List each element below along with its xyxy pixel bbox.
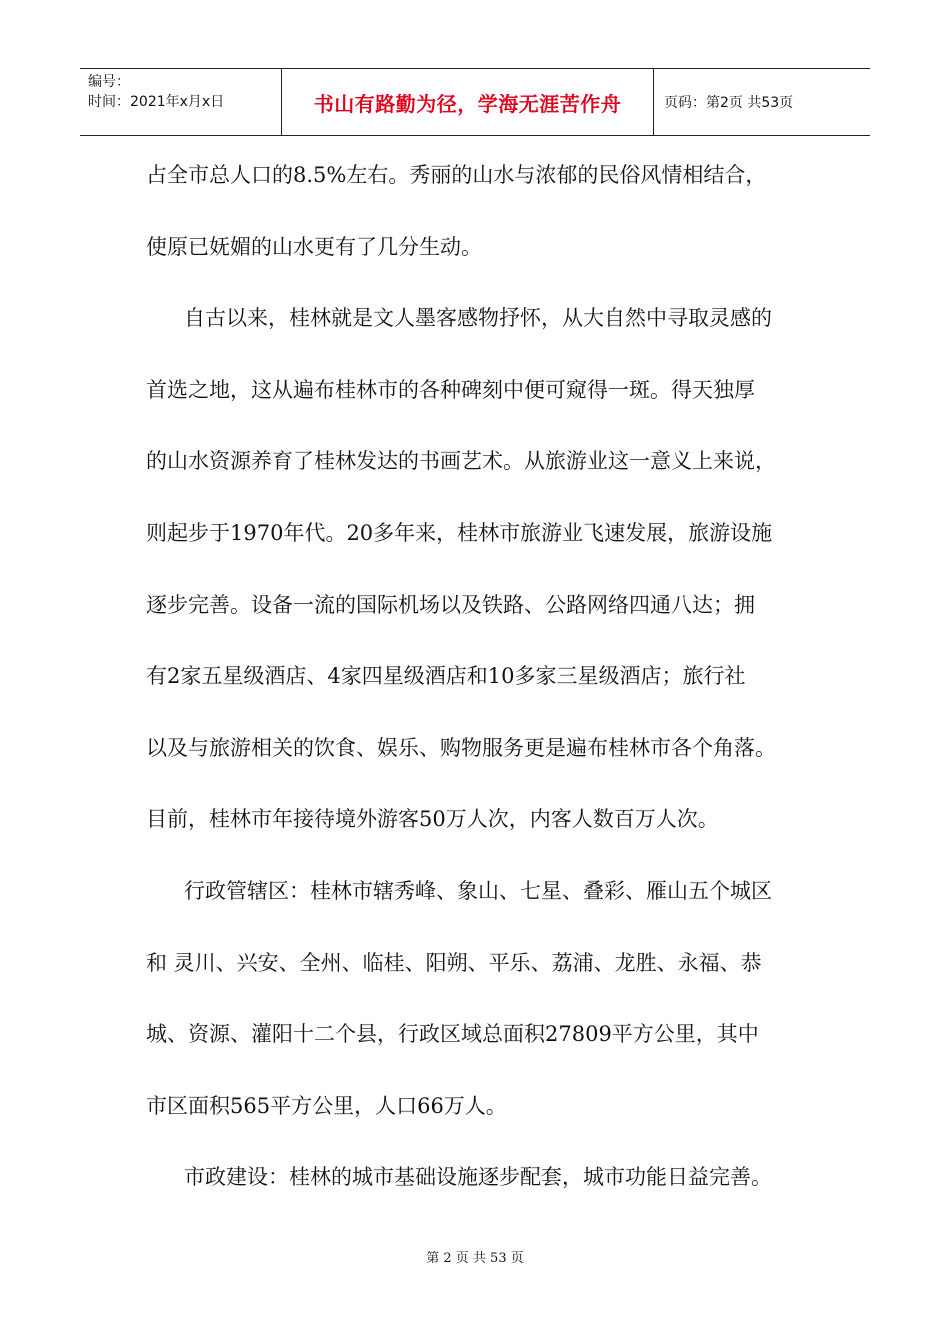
text-line: 以及与旅游相关的饮食、娱乐、购物服务更是遍布桂林市各个角落。 bbox=[146, 735, 776, 760]
header-motto: 书山有路勤为径，学海无涯苦作舟 bbox=[313, 91, 622, 116]
page-footer: 第 2 页 共 53 页 bbox=[426, 1251, 524, 1266]
text-line: 占全市总人口的8.5%左右。秀丽的山水与浓郁的民俗风情相结合， bbox=[146, 163, 767, 187]
text-line: 有2家五星级酒店、4家四星级酒店和10多家三星级酒店；旅行社 bbox=[146, 664, 746, 689]
text-line: 首选之地，这从遍布桂林市的各种碑刻中便可窥得一斑。得天独厚 bbox=[146, 377, 755, 402]
text-line: 市区面积565平方公里，人口66万人。 bbox=[146, 1093, 507, 1118]
document-time-label: 时间：2021年x月x日 bbox=[88, 94, 225, 110]
header-page-cell bbox=[654, 69, 870, 135]
text-line: 的山水资源养育了桂林发达的书画艺术。从旅游业这一意义上来说， bbox=[146, 449, 776, 474]
text-line: 使原已妩媚的山水更有了几分生动。 bbox=[146, 234, 482, 259]
header-page-info: 页码：第2页 共53页 bbox=[664, 95, 794, 111]
page-header bbox=[80, 68, 870, 136]
text-line: 逐步完善。设备一流的国际机场以及铁路、公路网络四通八达；拥 bbox=[146, 592, 755, 617]
text-line: 市政建设：桂林的城市基础设施逐步配套，城市功能日益完善。 bbox=[184, 1165, 772, 1190]
document-body bbox=[146, 154, 814, 1228]
text-line: 目前，桂林市年接待境外游客50万人次，内客人数百万人次。 bbox=[146, 807, 719, 832]
text-line: 行政管辖区：桂林市辖秀峰、象山、七星、叠彩、雁山五个城区 bbox=[184, 878, 772, 903]
text-line: 则起步于1970年代。20多年来，桂林市旅游业飞速发展，旅游设施 bbox=[146, 520, 773, 545]
text-line: 和 灵川、兴安、全州、临桂、阳朔、平乐、荔浦、龙胜、永福、恭 bbox=[146, 950, 762, 975]
header-motto-cell bbox=[282, 69, 654, 135]
text-line: 城、资源、灌阳十二个县，行政区域总面积27809平方公里，其中 bbox=[146, 1022, 759, 1047]
document-number-label: 编号： bbox=[88, 74, 130, 90]
text-line: 自古以来，桂林就是文人墨客感物抒怀，从大自然中寻取灵感的 bbox=[184, 306, 772, 331]
header-meta-cell bbox=[80, 69, 282, 135]
